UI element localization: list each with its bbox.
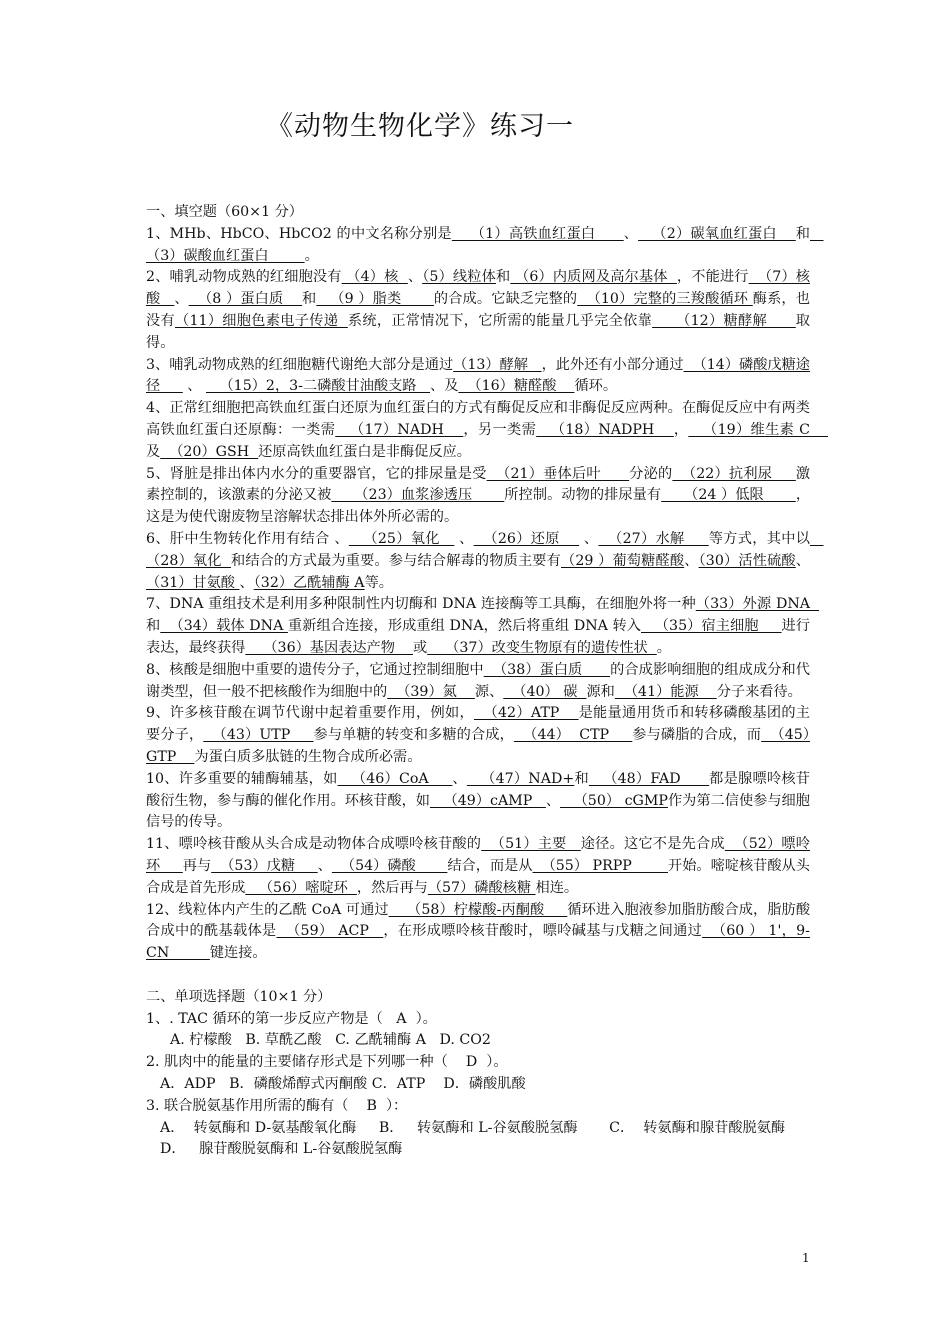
choice-options: A．ADP B．磷酸烯醇式丙酮酸 C．ATP D．磷酸肌酸 <box>160 1076 526 1093</box>
question-text: 系统，正常情况下，它所需的能量几乎完全依靠 <box>347 312 653 329</box>
question-text: 参与单糖的转变和多糖的合成， <box>313 727 514 744</box>
answer-blank: （43）UTP <box>203 727 314 744</box>
question-text: 11、嘌呤核苷酸从头合成是动物体合成嘌呤核苷酸的 <box>146 836 482 853</box>
answer-blank: （36）基因表达产物 <box>245 639 413 656</box>
answer-blank: （17）NADH <box>335 421 464 438</box>
question-text: 再与 <box>182 857 212 874</box>
question-text: 和 <box>301 291 317 308</box>
question-text: 循环进入胞液参加脂肪酸合成，脂肪酸合成中的酰基载体是 <box>146 901 811 940</box>
question-text: 12、线粒体内产生的乙酰 CoA 可通过 <box>146 901 389 918</box>
answer-blank: （8 ）蛋白质 <box>188 291 302 308</box>
choice-question: 2. 肌肉中的能量的主要储存形式是下列哪一种（ D ）。 <box>146 1054 508 1071</box>
answer-blank: （31）甘氨酸 <box>146 574 240 591</box>
question-text: 9、许多核苷酸在调节代谢中起着重要作用，例如， <box>146 705 474 722</box>
answer-blank: （30）活性硫酸 <box>698 552 796 569</box>
answer-blank: （50） cGMP <box>560 792 668 809</box>
question-text: 重新组合连接，形成重组 DNA，然后将重组 DNA 转入 <box>287 618 641 635</box>
question-text: 8、核酸是细胞中重要的遗传分子，它通过控制细胞中 <box>146 661 484 678</box>
question-text: 是能量通用货币和转移磷酸基团的主要分子， <box>146 705 810 744</box>
question-text: 、 <box>684 552 699 569</box>
question-text: 10、许多重要的辅酶辅基，如 <box>146 770 338 787</box>
question-text: 和结合的方式最为重要。参与结合解毒的物质主要有 <box>230 552 562 569</box>
answer-blank: （22）抗利尿 <box>672 465 796 482</box>
choice-options: A． 转氨酶和 D-氨基酸氧化酶 B． 转氨酶和 L-谷氨酸脱氢酶 C． 转氨酶和腺苷酸脱氨酶 D． 腺苷酸脱氨酶和 L-谷氨酸脱氢酶 <box>160 1119 808 1158</box>
answer-blank: （51）主要 <box>481 836 581 853</box>
question-text: 的合成。它缺乏完整的 <box>433 291 578 308</box>
question-text: 开始。嘧啶核苷酸从头合成是首先形成 <box>146 857 810 896</box>
question-text: 、 <box>454 530 474 547</box>
fill-in-question <box>146 529 824 594</box>
question-text: 、 <box>239 574 254 591</box>
question-text: 和 <box>795 225 810 242</box>
question-text: 循环。 <box>574 378 618 395</box>
question-text: ，不能进行 <box>676 269 749 286</box>
answer-blank: （11）细胞色素电子传递 <box>174 312 348 329</box>
answer-blank: （24 ）低限 <box>661 487 796 504</box>
question-text: ，此外还有小部分通过 <box>541 356 684 373</box>
fill-in-question <box>146 594 820 659</box>
answer-blank: （23）血浆渗透压 <box>331 487 505 504</box>
question-text: ，这是为使代谢废物呈溶解状态排出体外所必需的。 <box>146 487 811 526</box>
answer-blank: （32）乙酰辅酶 A <box>253 574 365 591</box>
question-text: 键连接。 <box>209 945 267 962</box>
fill-in-question <box>146 267 810 354</box>
fill-in-question <box>146 224 824 268</box>
answer-blank: （60 ） 1'，9-CN <box>146 923 810 962</box>
question-text: 途径。这它不是先合成 <box>580 836 725 853</box>
question-text: 1、MHb、HbCO、HbCO2 的中文名称分别是 <box>146 225 452 242</box>
page-title: 《动物生物化学》练习一 <box>266 111 574 142</box>
answer-blank: （27）水解 <box>598 530 709 547</box>
answer-blank: （25）氧化 <box>348 530 455 547</box>
answer-blank: （55） PRPP <box>532 857 668 874</box>
document-body <box>146 202 828 1161</box>
question-text: 和 <box>574 770 589 787</box>
answer-blank: （56）嘧啶环 <box>245 879 357 896</box>
question-text: 及 <box>146 443 161 460</box>
answer-blank: （4）核 <box>341 269 408 286</box>
question-text: 和 <box>146 618 161 635</box>
question-text: 、 <box>795 552 810 569</box>
question-text: 、及 <box>430 378 459 395</box>
choice-question: 1、. TAC 循环的第一步反应产物是（ A ）。 <box>146 1010 437 1027</box>
question-text: 、 <box>623 225 639 242</box>
question-text: 。 <box>304 247 319 264</box>
answer-blank: （41）能源 <box>614 683 717 700</box>
question-text: 、 <box>579 530 599 547</box>
question-text: ， <box>673 421 689 438</box>
answer-blank: （21）垂体后叶 <box>486 465 630 482</box>
question-text: 进行表达，最终获得 <box>146 618 810 656</box>
fill-in-question <box>146 355 810 399</box>
answer-blank: （33）外源 DNA <box>695 596 820 613</box>
answer-blank: （7）核酸 <box>146 269 810 308</box>
answer-blank: （59） ACP <box>276 923 384 940</box>
answer-blank: （49）cAMP <box>429 792 546 809</box>
answer-blank: （37）改变生物原有的遗传性状 <box>427 639 657 656</box>
answer-blank: （19）维生素 C <box>688 421 828 438</box>
question-text: 都是腺嘌呤核苷酸衍生物，参与酶的催化作用。环核苷酸，如 <box>146 770 810 809</box>
fill-in-question <box>146 660 810 704</box>
question-text: 源和 <box>586 683 615 700</box>
question-text: 等方式，其中以 <box>708 530 810 547</box>
question-text: 所控制。动物的排尿量有 <box>504 487 662 504</box>
question-text: 源、 <box>474 683 504 700</box>
fill-in-question <box>146 464 810 529</box>
question-text: 、 <box>317 857 332 874</box>
fill-in-question <box>146 769 810 834</box>
question-text: 4、正常红细胞把高铁血红蛋白还原为血红蛋白的方式有酶促反应和非酶促反应两种。在酶促反应中有两类高铁血红蛋白还原酶：一类需 <box>146 400 810 438</box>
question-text: 和 <box>495 269 511 286</box>
answer-blank: （5）线粒体 <box>422 269 496 286</box>
question-text: ，在形成嘌呤核苷酸时，嘌呤碱基与戊糖之间通过 <box>383 923 703 940</box>
answer-blank: （35）宿主细胞 <box>641 618 782 635</box>
answer-blank: （42）ATP <box>473 705 579 722</box>
answer-blank: （54）磷酸 <box>331 857 448 874</box>
answer-blank: （29 ）葡萄糖醛酸 <box>561 552 685 569</box>
answer-blank: （45）GTP <box>146 727 810 765</box>
fill-in-question <box>146 398 828 463</box>
fill-in-question <box>146 900 810 965</box>
fill-in-question <box>146 834 810 899</box>
question-text: 取得。 <box>146 312 810 351</box>
answer-blank: （44） CTP <box>513 727 633 744</box>
answer-blank: （9 ）脂类 <box>316 291 434 308</box>
section-heading-fill-in: 一、填空题（60×1 分） <box>146 204 303 220</box>
fill-in-question <box>146 703 810 768</box>
question-text: 相连。 <box>535 879 579 896</box>
answer-blank: （13）酵解 <box>453 356 542 373</box>
answer-blank: （2）碳氧血红蛋白 <box>638 225 796 242</box>
answer-blank: （58）柠檬酸-丙酮酸 <box>388 901 568 918</box>
question-text: 6、肝中生物转化作用有结合 、 <box>146 530 349 547</box>
question-text: 、 <box>452 770 467 787</box>
question-text: 或 <box>412 639 428 656</box>
answer-blank: （34）载体 DNA <box>160 618 288 635</box>
answer-blank: （47）NAD+ <box>466 770 575 787</box>
question-text: 酶系，也没有 <box>146 291 810 329</box>
section-heading-multiple-choice: 二、单项选择题（10×1 分） <box>146 988 332 1005</box>
choice-options: A. 柠檬酸 B. 草酰乙酸 C. 乙酰辅酶 A D. CO2 <box>170 1032 491 1049</box>
answer-blank: （6）内质网及高尔基体 <box>510 269 677 286</box>
question-text: 激素控制的，该激素的分泌又被 <box>146 465 811 504</box>
question-text: 还原高铁血红蛋白是非酶促反应。 <box>258 443 471 460</box>
answer-blank: （1）高铁血红蛋白 <box>451 225 624 242</box>
answer-blank: （53）戊糖 <box>211 857 318 874</box>
question-text: 、 <box>545 792 561 809</box>
question-text: 结合，而是从 <box>447 857 533 874</box>
answer-blank: （16）糖醛酸 <box>458 378 575 395</box>
question-text: 作为第二信使参与细胞信号的传导。 <box>146 792 810 831</box>
question-text: 7、DNA 重组技术是利用多种限制性内切酶和 DNA 连接酶等工具酶，在细胞外将一种 <box>146 596 696 613</box>
question-text: 等。 <box>364 574 393 591</box>
answer-blank: （3）碳酸血红蛋白 <box>146 225 824 264</box>
answer-blank: （14）磷酸戊糖途径 <box>146 356 810 395</box>
question-text: 、 <box>407 269 423 286</box>
answer-blank: （46）CoA <box>337 770 453 787</box>
question-text: 2、哺乳动物成熟的红细胞没有 <box>146 269 342 286</box>
fill-in-questions <box>146 224 828 965</box>
question-text: 5、肾脏是排出体内水分的重要器官，它的排尿量是受 <box>146 465 487 482</box>
answer-blank: （15）2，3-二磷酸甘油酸支路 <box>205 378 430 395</box>
question-text: 、 <box>182 378 206 395</box>
question-text: 分子来看待。 <box>716 683 802 700</box>
answer-blank: （28）氧化 <box>146 530 824 569</box>
question-text: 的合成影响细胞的组成成分和代谢类型，但一般不把核酸作为细胞中的 <box>146 661 810 700</box>
question-text: ，然后再与 <box>356 879 428 896</box>
answer-blank: （40） 碳 <box>503 683 587 700</box>
answer-blank: （20）GSH <box>160 443 259 460</box>
answer-blank: （39）氮 <box>387 683 475 700</box>
question-text: ，另一类需 <box>463 421 537 438</box>
answer-blank: （26）还原 <box>473 530 580 547</box>
question-text: 分泌的 <box>629 465 673 482</box>
answer-blank: （57）磷酸核糖 <box>427 879 536 896</box>
question-text: 为蛋白质多肽链的生物合成所必需。 <box>194 748 422 765</box>
answer-blank: （12）糖酵解 <box>652 312 796 329</box>
answer-blank: （18）NADPH <box>536 421 674 438</box>
page-number: 1 <box>802 1251 810 1265</box>
question-text: 3、哺乳动物成熟的红细胞糖代谢绝大部分是通过 <box>146 356 454 373</box>
answer-blank: （10）完整的三羧酸循环 <box>577 291 753 308</box>
question-text: 参与磷脂的合成，而 <box>632 727 762 744</box>
question-text: 、 <box>174 291 189 308</box>
answer-blank: （52）嘌呤环 <box>146 836 810 874</box>
answer-blank: （48）FAD <box>588 770 710 787</box>
question-text: 。 <box>656 639 671 656</box>
answer-blank: （38）蛋白质 <box>483 661 611 678</box>
choice-question: 3. 联合脱氨基作用所需的酶有（ B ）： <box>146 1097 408 1114</box>
multiple-choice-questions <box>146 1009 810 1162</box>
